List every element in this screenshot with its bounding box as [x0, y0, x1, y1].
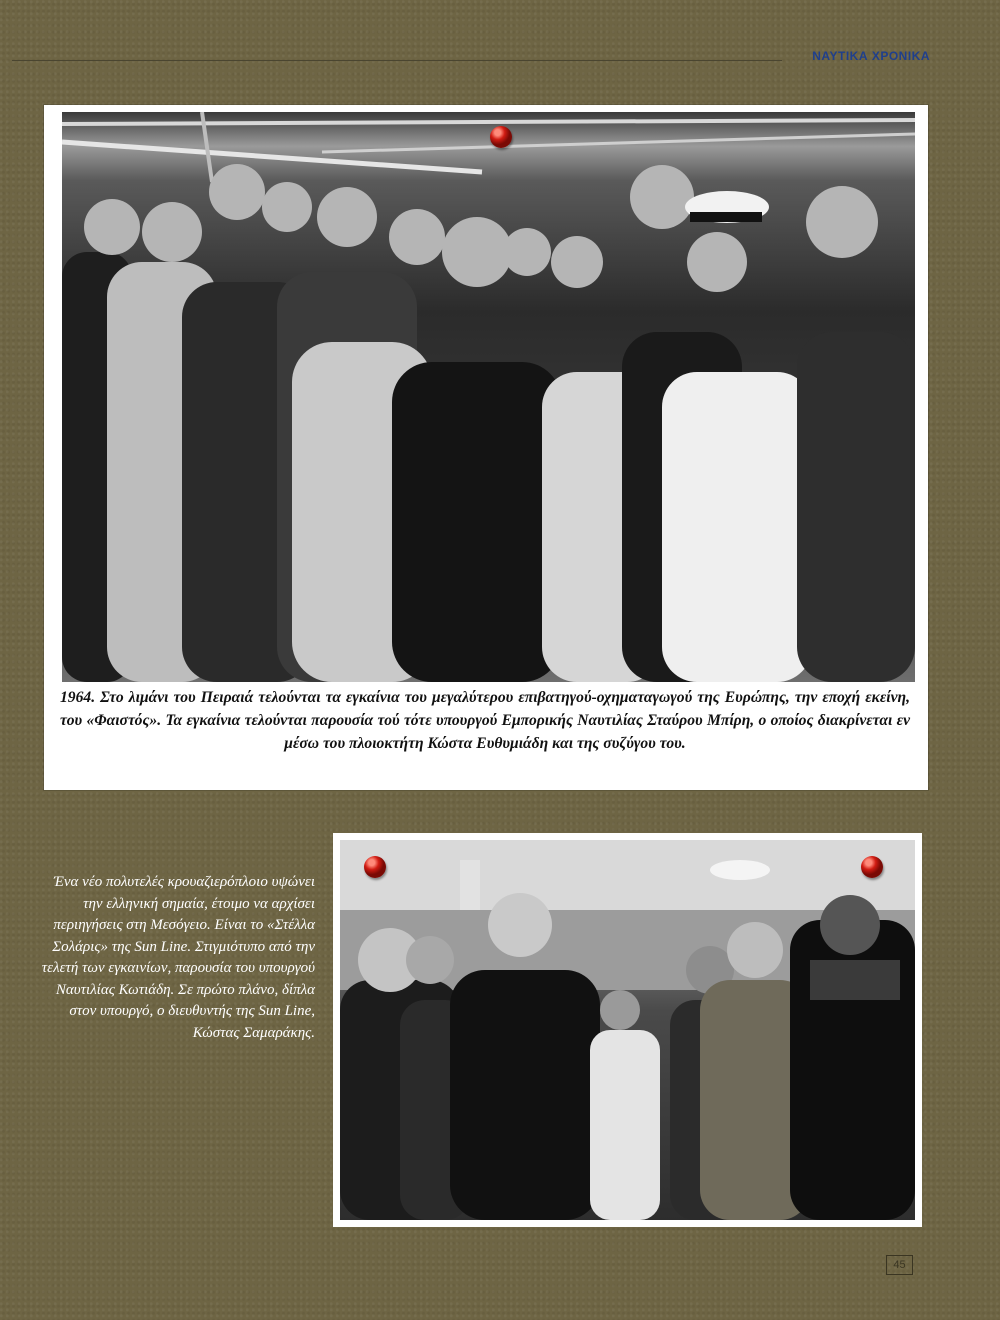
- page-number: 45: [886, 1255, 913, 1275]
- photo-1-scene: [62, 112, 915, 682]
- figure-2-caption: Ένα νέο πολυτελές κρουαζιερόπλοιο υψώνει την ελληνική σημαία, έτοιμο να αρχίσει περιηγήσεις στη Μεσόγειο. Είναι το «Στέλλα Σολάρις» της Sun Line. Στιγμιότυπο από την τελετή των εγκαινίων, παρουσία του υπουργού Ναυτιλίας Κωτιάδη. Σε πρώτο πλάνο, δίπλα στον υπουργό, ο διευθυντής της Sun Line, Κώστας Σαμαράκης.: [41, 874, 315, 1041]
- red-pin-icon: [490, 126, 512, 148]
- red-pin-icon: [861, 856, 883, 878]
- figure-1-caption: 1964. Στο λιμάνι του Πειραιά τελούνται τα εγκαίνια του μεγαλύτερου επιβατηγού-οχηματαγωγού της Ευρώπης, την εποχή εκείνη, του «Φαιστός». Τα εγκαίνια τελούνται παρουσία τού τότε υπουργού Εμπορικής Ναυτιλίας Σταύρου Μπίρη, ο οποίος διακρίνεται εν μέσω του πλοιοκτήτη Κώστα Ευθυμιάδη και της συζύγου του.: [60, 689, 910, 752]
- photo-2-scene: [340, 840, 915, 1220]
- magazine-section-title: ΝΑΥΤΙΚΑ ΧΡΟΝΙΚΑ: [812, 49, 930, 63]
- red-pin-icon: [364, 856, 386, 878]
- photo-stella-solaris-inauguration: [340, 840, 915, 1220]
- header-rule: [12, 60, 782, 61]
- photo-1964-faistos-inauguration: [62, 112, 915, 682]
